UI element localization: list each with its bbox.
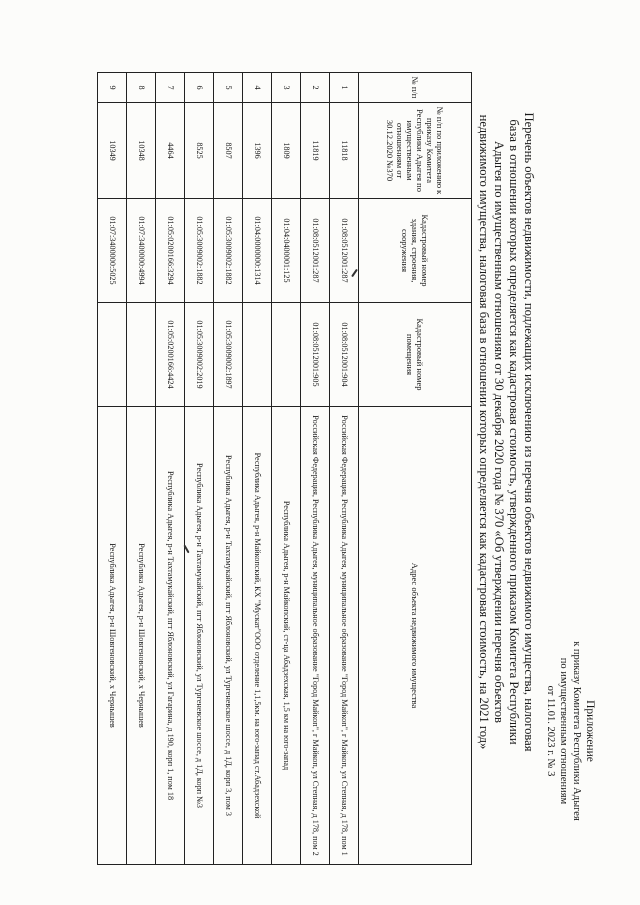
appendix-title: Приложение xyxy=(584,700,596,762)
cell-address: Республика Адыгея, р-н Майкопский, КХ "Мускат"ООО отделение 1,1,5км. на юго-запад ст.Абадзехской xyxy=(243,407,272,865)
cell-num: 6 xyxy=(185,73,214,103)
cell-ref: 1396 xyxy=(243,103,272,199)
table-row xyxy=(272,73,301,865)
appendix-line-1: к приказу Комитета Республики Адыгея xyxy=(571,641,582,821)
rotated-page xyxy=(16,22,624,882)
cell-room: 01:05:0200166:4424 xyxy=(156,303,185,407)
cell-num: 7 xyxy=(156,73,185,103)
header-ref: № п/п по приложению к приказу Комитета Республики Адыгея по имущественным отношениям от 30.12.2020 №370 xyxy=(359,103,472,199)
cell-ref: 11819 xyxy=(301,103,330,199)
cell-ref: 10348 xyxy=(127,103,156,199)
cell-room xyxy=(127,303,156,407)
cell-building: 01:07:3400000:5025 xyxy=(98,199,127,303)
cell-room: 01:05:3009002:2019 xyxy=(185,303,214,407)
header-num: № п/п xyxy=(359,73,472,103)
cell-address: Республика Адыгея, р-н Тахтамукайский, пгт Яблоновский, ул Гагарина, д 190, корп 1, пом 18 xyxy=(156,407,185,865)
cell-building: 01:05:0200166:3294 xyxy=(156,199,185,303)
cell-room xyxy=(98,303,127,407)
cell-num: 8 xyxy=(127,73,156,103)
cell-num: 4 xyxy=(243,73,272,103)
table-row xyxy=(98,73,127,865)
table-row xyxy=(214,73,243,865)
cell-address: Республика Адыгея, р-н Тахтамукайский, пгт Яблоновский, ул Тургеневское шоссе, д 1Д, корп 3, пом 3 xyxy=(214,407,243,865)
cell-address: Российская Федерация, Республика Адыгея, муниципальное образование "Город Майкоп", г Майкоп, ул Степная, д 178, пом 1 xyxy=(330,407,359,865)
cell-building: 01:04:0000000:1314 xyxy=(243,199,272,303)
cell-address: Российская Федерация, Республика Адыгея, муниципальное образование "Город Майкоп", г Майкоп, ул Степная, д 178, пом 2 xyxy=(301,407,330,865)
table-row xyxy=(301,73,330,865)
cell-num: 2 xyxy=(301,73,330,103)
cell-num: 5 xyxy=(214,73,243,103)
cell-address: Республика Адыгея, р-н Шовгеновский, х Чернышев xyxy=(98,407,127,865)
header-building-cadastral: Кадастровый номер здания, строения, сооружения xyxy=(359,199,472,303)
cell-address: Республика Адыгея, р-н Тахтамукайский, пгт Яблоновский, ул Тургеневское шоссе, д 1Д, корп №3 xyxy=(185,407,214,865)
appendix-line-2: по имущественным отношениям xyxy=(558,657,569,805)
cell-ref: 8507 xyxy=(214,103,243,199)
header-address: Адрес объекта недвижимого имущества xyxy=(359,407,472,865)
table-row xyxy=(156,73,185,865)
document-heading: Перечень объектов недвижимости, подлежащих исключению из перечня объектов недвижимого имущества, налоговая база в отношении которых определяется как кадастровая стоимость, утвержденного приказом Комитета Республики Адыгея по имущественным отношениям от 30 декабря 2020 года № 370 «Об утверждении перечня объектов недвижимого имущества, налоговая база в отношении которых определяется как кадастровая стоимость, на 2021 год» xyxy=(477,112,536,752)
cell-room: 01:08:0512001:904 xyxy=(330,303,359,407)
header-room-cadastral: Кадастровый номер помещения xyxy=(359,303,472,407)
cell-room xyxy=(272,303,301,407)
table-header-row xyxy=(359,73,472,865)
cell-building: 01:07:3400000:4994 xyxy=(127,199,156,303)
cell-building: 01:04:0400001:125 xyxy=(272,199,301,303)
cell-ref: 11818 xyxy=(330,103,359,199)
cell-address: Республика Адыгея, р-н Майкопский, ст-ца Абадзехская, 1,5 км на юго-запад xyxy=(272,407,301,865)
cell-num: 9 xyxy=(98,73,127,103)
table-row xyxy=(127,73,156,865)
table-row xyxy=(185,73,214,865)
cell-building: 01:08:0512001:287 xyxy=(330,199,359,303)
cell-address: Республика Адыгея, р-н Шовгеновский, х Чернышев xyxy=(127,407,156,865)
cell-room xyxy=(243,303,272,407)
cell-room: 01:05:3009002:1897 xyxy=(214,303,243,407)
cell-num: 1 xyxy=(330,73,359,103)
table-row xyxy=(330,73,359,865)
objects-table xyxy=(97,72,472,865)
cell-num: 3 xyxy=(272,73,301,103)
cell-ref: 10349 xyxy=(98,103,127,199)
cell-ref: 4464 xyxy=(156,103,185,199)
appendix-line-3: от 11.01. 2023 г. № 3 xyxy=(545,685,556,777)
cell-room: 01:08:0512001:905 xyxy=(301,303,330,407)
appendix-block xyxy=(544,616,596,846)
cell-ref: 1809 xyxy=(272,103,301,199)
cell-building: 01:08:0512001:287 xyxy=(301,199,330,303)
cell-building: 01:05:3009002:1882 xyxy=(185,199,214,303)
table-row xyxy=(243,73,272,865)
cell-building: 01:05:3009002:1882 xyxy=(214,199,243,303)
cell-ref: 8525 xyxy=(185,103,214,199)
